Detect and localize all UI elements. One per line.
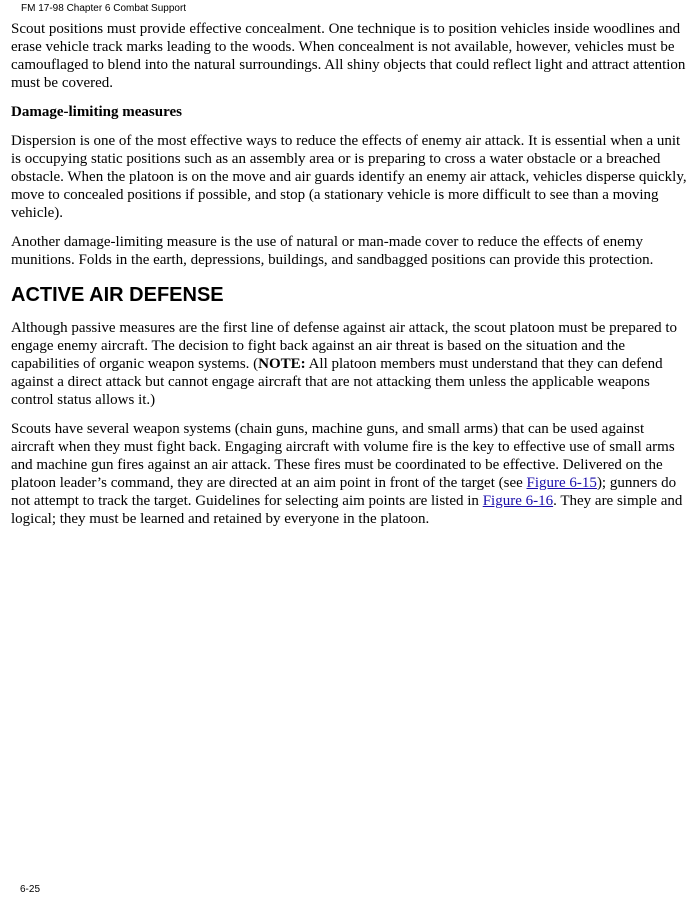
- figure-6-16-link[interactable]: Figure 6-16: [482, 493, 554, 509]
- paragraph-text: . They are simple and logical; they must be learned and retained by everyone in the platoon.: [11, 493, 683, 527]
- figure-6-15-link[interactable]: Figure 6-15: [526, 475, 597, 491]
- paragraph-weapon-systems: [11, 420, 687, 528]
- paragraph-text: All platoon members must understand that they can defend against a direct attack but cannot engage aircraft that are not attacking them unless the applicable weapons control status allows it.): [11, 356, 663, 408]
- damage-limiting-heading: Damage-limiting measures: [11, 104, 182, 120]
- note-label: NOTE:: [258, 356, 306, 372]
- document-body: [11, 20, 687, 539]
- paragraph-text: Scouts have several weapon systems (chain guns, machine guns, and small arms) that can be used against aircraft when they must fight back. Engaging aircraft with volume fire is the key to effective use of small arms and machine gun fires against an air attack. These fires must be coordinated to be effective. Delivered on the platoon leader’s command, they are directed at an aim point in front of the target (see: [11, 421, 675, 491]
- paragraph-cover: Another damage-limiting measure is the use of natural or man-made cover to reduce the effects of enemy munitions. Folds in the earth, depressions, buildings, and sandbagged positions can provide this protection.: [11, 234, 654, 268]
- paragraph-text: ); gunners do not attempt to track the target. Guidelines for selecting aim points are listed in: [11, 475, 677, 509]
- paragraph-text: Although passive measures are the first line of defense against air attack, the scout platoon must be prepared to engage enemy aircraft. The decision to fight back against an air threat is based on the situation and the capabilities of organic weapon systems. (: [11, 320, 678, 372]
- page-number: 6-25: [20, 884, 41, 895]
- running-head: FM 17-98 Chapter 6 Combat Support: [21, 3, 187, 14]
- section-title: ACTIVE AIR DEFENSE: [11, 284, 224, 306]
- paragraph-dispersion: Dispersion is one of the most effective ways to reduce the effects of enemy air attack. It is essential when a unit is occupying static positions such as an assembly area or is preparing to cross a water obstacle or a breached obstacle. When the platoon is on the move and air guards identify an enemy air attack, vehicles disperse quickly, move to concealed positions if possible, and stop (a stationary vehicle is more difficult to see than a moving vehicle).: [11, 133, 687, 221]
- paragraph-concealment: Scout positions must provide effective concealment. One technique is to position vehicles inside woodlines and erase vehicle track marks leading to the woods. When concealment is not available, however, vehicles must be camouflaged to blend into the natural surroundings. All shiny objects that could reflect light and attract attention must be covered.: [11, 21, 686, 91]
- paragraph-engage-aircraft: [11, 319, 687, 409]
